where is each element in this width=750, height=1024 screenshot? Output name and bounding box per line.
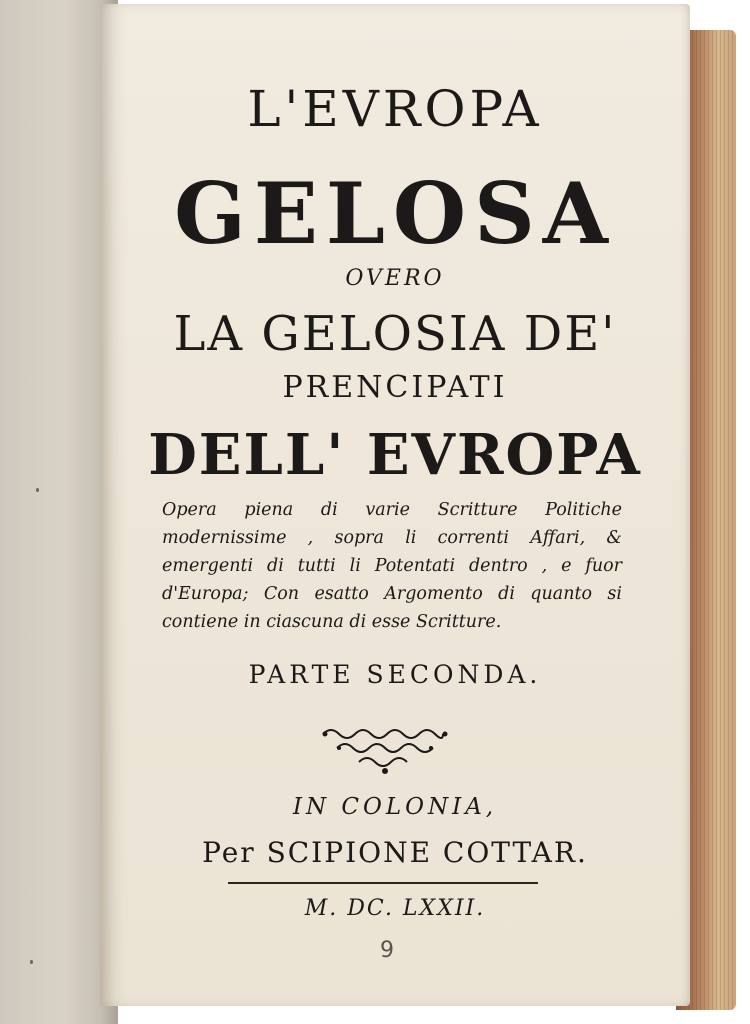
title-page (100, 4, 690, 1006)
description-line: contiene in ciascuna di esse Scritture. (162, 612, 502, 632)
description-paragraph (162, 496, 622, 636)
handwritten-mark: 9 (380, 938, 394, 963)
divider-rule (228, 882, 538, 884)
part-label: PARTE SECONDA. (248, 660, 542, 689)
paper-speck (36, 488, 39, 492)
paper-speck (30, 960, 33, 964)
description-line: Opera piena di varie Scritture Politiche (162, 500, 622, 520)
description-line: modernissime , sopra li correnti Affari, & (162, 528, 622, 548)
title-connector: OVERO (345, 266, 445, 291)
imprint-publisher: Per SCIPIONE COTTAR. (202, 836, 588, 869)
title-line-1: L'EVROPA (247, 80, 543, 138)
subtitle-line-3: DELL' EVROPA (148, 422, 642, 488)
subtitle-line-1: LA GELOSIA DE' (173, 306, 617, 362)
printers-ornament-icon (315, 724, 455, 776)
imprint-place: IN COLONIA, (292, 794, 498, 820)
title-line-2: GELOSA (174, 164, 616, 263)
description-line: d'Europa; Con esatto Argomento di quanto si (162, 584, 622, 604)
subtitle-line-2: PRENCIPATI (282, 370, 508, 405)
imprint-year: M. DC. LXXII. (304, 896, 486, 921)
description-line: emergenti di tutti li Potentati dentro , e fuor (162, 556, 622, 576)
